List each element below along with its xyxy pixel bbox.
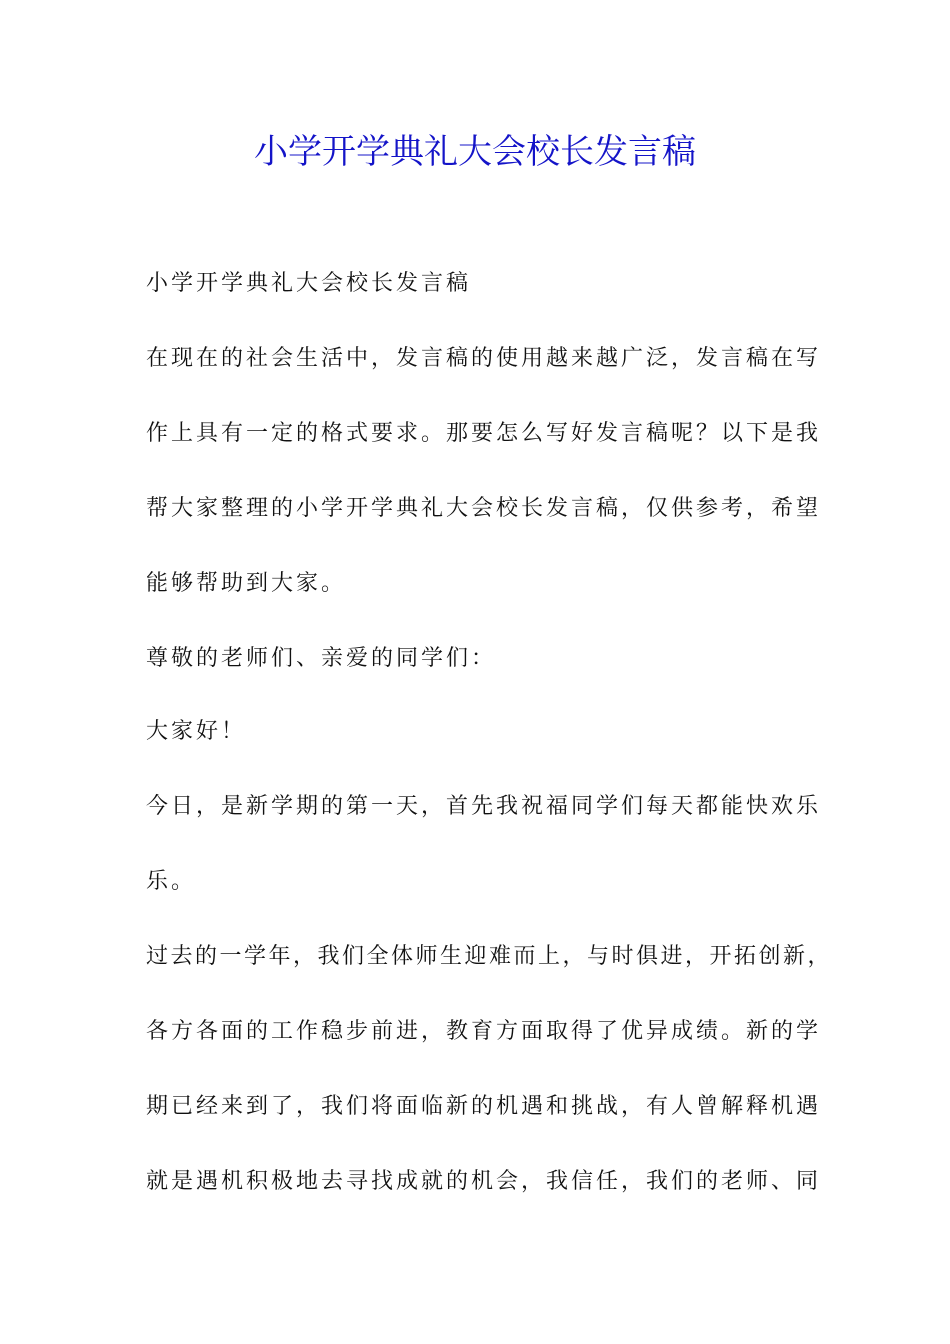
body-line: 能够帮助到大家。 [146, 571, 347, 596]
body-line: 帮大家整理的小学开学典礼大会校长发言稿，仅供参考，希望 [146, 496, 822, 521]
body-line: 期已经来到了，我们将面临新的机遇和挑战，有人曾解释机遇 [146, 1094, 822, 1119]
body-line: 就是遇机积极地去寻找成就的机会，我信任，我们的老师、同 [146, 1169, 822, 1194]
body-line: 尊敬的老师们、亲爱的同学们： [146, 646, 497, 671]
body-line: 作上具有一定的格式要求。那要怎么写好发言稿呢？以下是我 [146, 421, 822, 446]
body-line: 在现在的社会生活中，发言稿的使用越来越广泛，发言稿在写 [146, 346, 822, 371]
body-line: 乐。 [146, 869, 197, 894]
body-line: 过去的一学年，我们全体师生迎难而上，与时俱进，开拓创新， [146, 944, 833, 969]
body-line: 今日，是新学期的第一天，首先我祝福同学们每天都能快欢乐 [146, 794, 822, 819]
body-line: 小学开学典礼大会校长发言稿 [146, 271, 472, 296]
document-title: 小学开学典礼大会校长发言稿 [254, 132, 696, 172]
body-line: 各方各面的工作稳步前进，教育方面取得了优异成绩。新的学 [146, 1019, 822, 1044]
body-line: 大家好！ [146, 719, 247, 744]
